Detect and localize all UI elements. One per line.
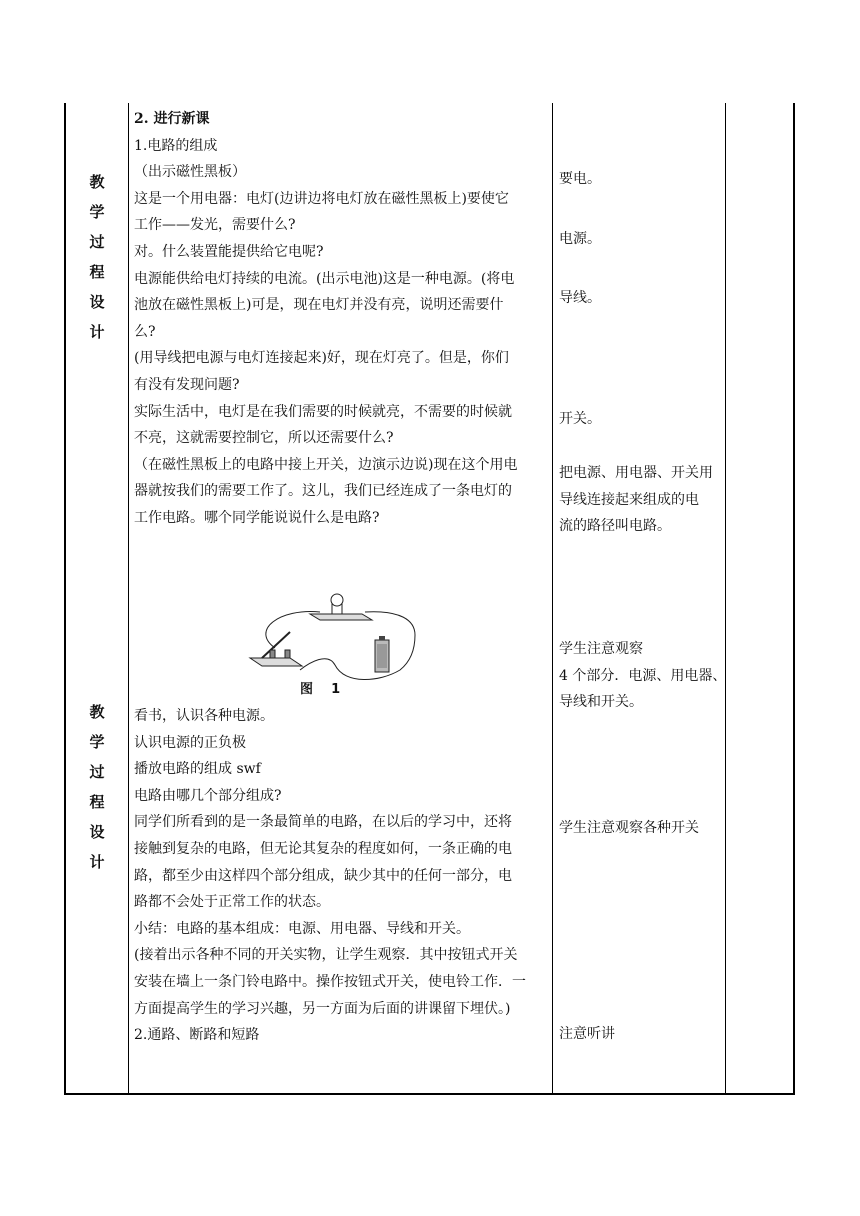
text-line: 小结：电路的基本组成：电源、用电器、导线和开关。 [134, 920, 470, 937]
student-response [559, 285, 727, 312]
text-line: 这是一个用电器：电灯(边讲边将电灯放在磁性黑板上)要使它 [134, 190, 509, 207]
text-line: （在磁性黑板上的电路中接上开关，边演示边说)现在这个用电 [134, 456, 518, 473]
student-line: 导线。 [559, 290, 601, 306]
table-divider-main [552, 103, 553, 1095]
text-line: 工作——发光，需要什么? [134, 217, 296, 234]
teacher-activity-text-continued [134, 703, 552, 1049]
text-line: 电源能供给电灯持续的电流。(出示电池)这是一种电源。(将电 [134, 270, 515, 287]
text-line: (用导线把电源与电灯连接起来)好，现在灯亮了。但是，你们 [134, 350, 509, 367]
text-line: 安装在墙上一条门铃电路中。操作按钮式开关，使电铃工作．一 [134, 973, 526, 990]
text-line: 同学们所看到的是一条最简单的电路，在以后的学习中，还将 [134, 814, 512, 831]
student-line: 开关。 [559, 411, 601, 427]
text-line: 接触到复杂的电路，但无论其复杂的程度如何，一条正确的电 [134, 840, 512, 857]
student-line: 导线和开关。 [559, 694, 643, 711]
label-char: 教 [89, 173, 105, 191]
label-char: 程 [89, 793, 105, 811]
label-char: 计 [89, 323, 105, 341]
text-line: 器就按我们的需要工作了。这儿，我们已经连成了一条电灯的 [134, 483, 512, 500]
text-line: 实际生活中，电灯是在我们需要的时候就亮，不需要的时候就 [134, 403, 512, 420]
student-response [559, 636, 727, 716]
label-char: 学 [89, 733, 105, 751]
text-line: （出示磁性黑板） [134, 164, 246, 181]
label-char: 过 [89, 763, 105, 781]
text-line: 认识电源的正负极 [134, 734, 246, 751]
table-divider-label [128, 103, 129, 1095]
student-line: 注意听讲 [559, 1026, 615, 1042]
text-line: 有没有发现问题? [134, 376, 240, 393]
text-line: (接着出示各种不同的开关实物，让学生观察．其中按钮式开关 [134, 947, 518, 964]
circuit-figure [240, 590, 440, 698]
label-char: 计 [89, 853, 105, 871]
text-line: 对。什么装置能提供给它电呢? [134, 243, 324, 260]
student-line: 要电。 [559, 171, 601, 187]
stage-label-top [66, 167, 128, 347]
text-line: 不亮，这就需要控制它，所以还需要什么? [134, 430, 394, 447]
student-response [559, 226, 727, 253]
label-char: 过 [89, 233, 105, 251]
text-line: 1.电路的组成 [134, 137, 218, 154]
student-line: 流的路径叫电路。 [559, 518, 671, 535]
student-response [559, 1021, 727, 1048]
section-heading: 2. 进行新课 [134, 111, 210, 127]
label-char: 教 [89, 703, 105, 721]
text-line: 工作电路。哪个同学能说说什么是电路? [134, 509, 380, 526]
text-line: 么? [134, 323, 156, 340]
student-line: 把电源、用电器、开关用 [559, 465, 713, 481]
text-line: 电路由哪几个部分组成? [134, 787, 282, 804]
label-char: 学 [89, 203, 105, 221]
student-response [559, 460, 727, 540]
text-line: 方面提高学生的学习兴趣，另一方面为后面的讲课留下埋伏。) [134, 1000, 511, 1017]
text-line: 看书，认识各种电源。 [134, 708, 274, 724]
text-line: 播放电路的组成 swf [134, 761, 261, 778]
student-line: 导线连接起来组成的电 [559, 491, 699, 508]
student-line: 4 个部分．电源、用电器、 [559, 667, 727, 684]
figure-caption: 图 1 [300, 682, 341, 697]
teacher-activity-text [134, 106, 552, 532]
text-line: 路，都至少由这样四个部分组成，缺少其中的任何一部分，电 [134, 867, 512, 884]
table-border-right [793, 103, 795, 1095]
label-char: 程 [89, 263, 105, 281]
text-line: 2.通路、断路和短路 [134, 1027, 260, 1044]
text-line: 池放在磁性黑板上)可是，现在电灯并没有亮，说明还需要什 [134, 297, 504, 314]
student-line: 学生注意观察各种开关 [559, 820, 699, 836]
student-response [559, 406, 727, 433]
stage-label-bottom [66, 697, 128, 877]
student-line: 学生注意观察 [559, 641, 643, 657]
label-char: 设 [89, 293, 105, 311]
text-line: 路都不会处于正常工作的状态。 [134, 894, 330, 911]
student-line: 电源。 [559, 231, 601, 247]
student-response [559, 815, 727, 842]
table-bottom-border [64, 1093, 795, 1095]
label-char: 设 [89, 823, 105, 841]
student-response [559, 166, 727, 193]
